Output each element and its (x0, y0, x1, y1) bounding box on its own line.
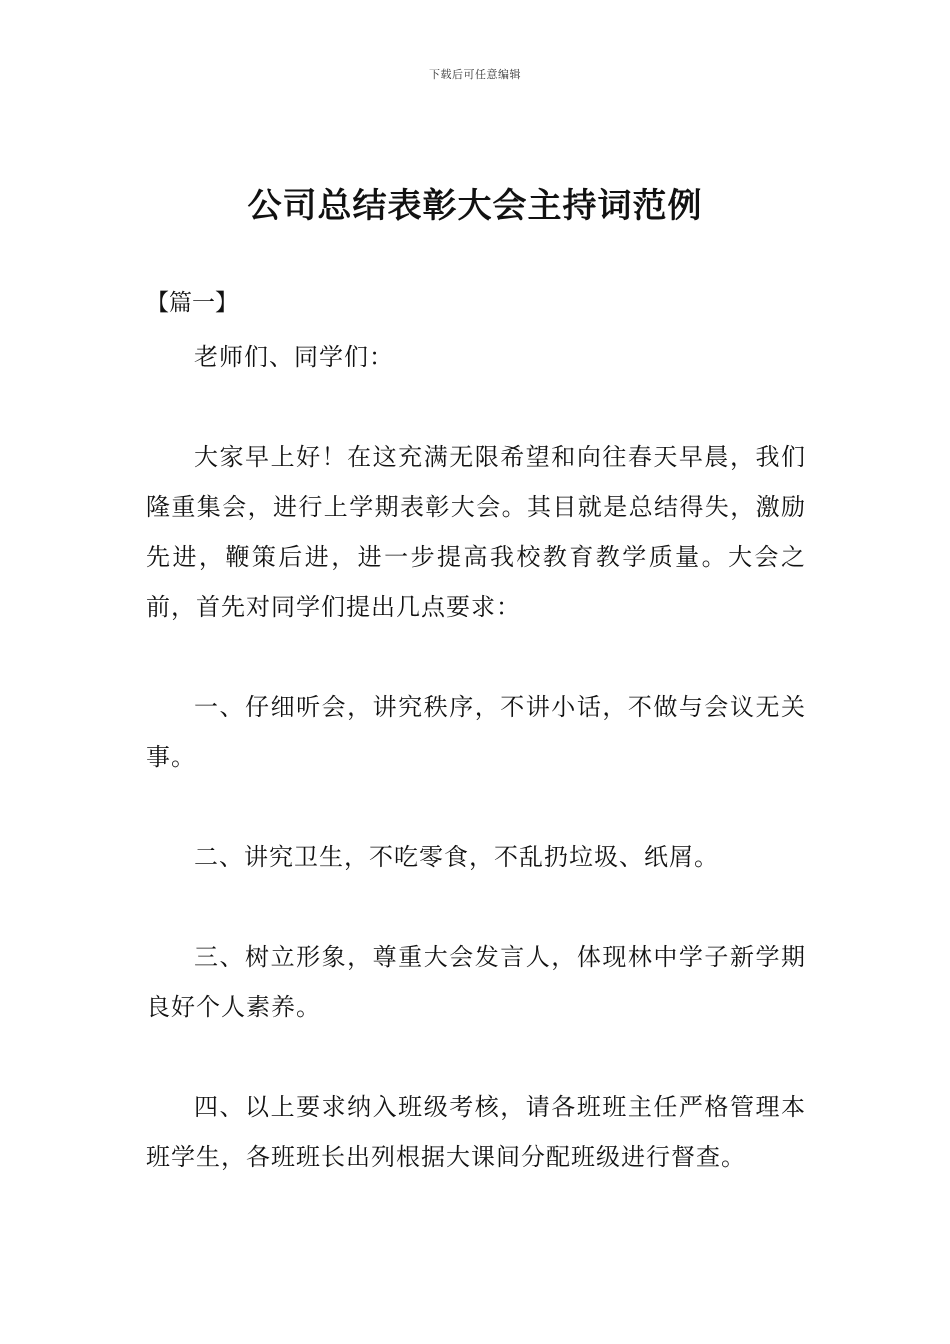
opening-paragraph: 大家早上好！在这充满无限希望和向往春天早晨，我们隆重集会，进行上学期表彰大会。其目就是总结得失，激励先进，鞭策后进，进一步提高我校教育教学质量。大会之前，首先对同学们提出几点要求： (146, 443, 806, 621)
requirement-paragraph-2: 二、讲究卫生，不吃零食，不乱扔垃圾、纸屑。 (194, 843, 719, 871)
requirement-paragraph-1: 一、仔细听会，讲究秩序，不讲小话，不做与会议无关事。 (146, 693, 806, 771)
document-title: 公司总结表彰大会主持词范例 (247, 186, 703, 226)
section-label: 【篇一】 (146, 290, 238, 316)
requirement-paragraph-4: 四、以上要求纳入班级考核，请各班班主任严格管理本班学生，各班班长出列根据大课间分配班级进行督查。 (146, 1093, 806, 1171)
requirement-paragraph-3: 三、树立形象，尊重大会发言人，体现林中学子新学期良好个人素养。 (146, 943, 806, 1021)
salutation-paragraph: 老师们、同学们： (194, 343, 394, 371)
header-note: 下载后可任意编辑 (429, 68, 521, 81)
document-body (146, 332, 806, 1182)
